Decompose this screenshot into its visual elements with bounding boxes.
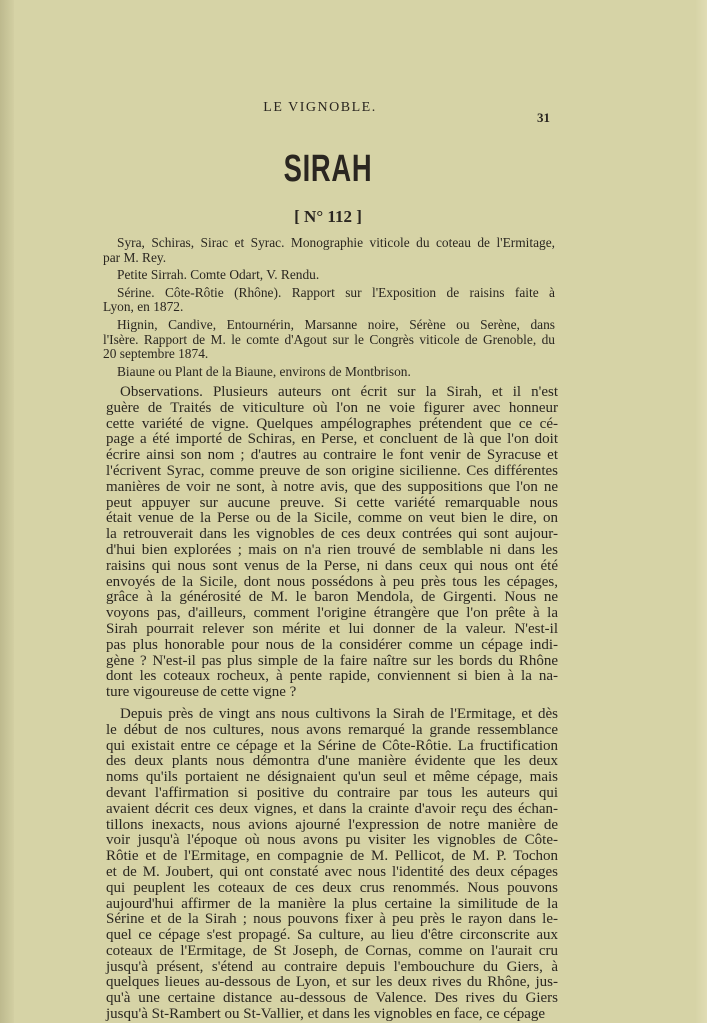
body-text	[106, 385, 558, 1023]
text-line: écrire ainsi son nom ; d'autres au contraire le font venir de Syracuse et	[106, 447, 558, 464]
synonym-line: Biaune ou Plant de la Biaune, environs de Montbrison.	[117, 363, 411, 379]
text-line: Observations. Plusieurs auteurs ont écrit sur la Sirah, et il n'est	[120, 384, 558, 400]
text-line: pas plus honorable pour nous de la considérer comme un cépage indi-	[106, 636, 558, 653]
text-line: Depuis près de vingt ans nous cultivons la Sirah de l'Ermitage, et dès	[120, 705, 558, 722]
text-line: avaient décrit ces deux vignes, et dans la crainte d'avoir reçu des échan-	[106, 800, 558, 817]
page-right-edge	[695, 0, 707, 1023]
text-line: cette variété de vigne. Quelques ampélographes prétendent que ce cé-	[106, 415, 558, 432]
synonym-line: par M. Rey.	[103, 249, 167, 265]
synonym-line: 20 septembre 1874.	[103, 346, 209, 362]
text-line: Sérine et de la Sirah ; nous pouvons fixer à peu près le rayon dans le-	[106, 911, 558, 928]
text-line: quelques lieues au-dessous de Lyon, et sur les deux rives du Rhône, jus-	[106, 974, 558, 991]
synonym-line: Syra, Schiras, Sirac et Syrac. Monographie viticole du coteau de l'Ermitage,	[117, 235, 555, 250]
text-line: noms qu'ils portaient ne désignaient qu'un seul et même cépage, mais	[106, 769, 558, 786]
text-line: dont les coteaux rocheux, à pente rapide, conviennent si bien à la na-	[106, 668, 558, 685]
text-line: quel ce cépage s'est propagé. Sa culture, au lieu d'être circonscrite aux	[106, 927, 558, 944]
text-line: voir jusqu'à l'époque où nous avons pu visiter les vignobles de Côte-	[106, 832, 558, 849]
text-line: l'écrivent Syrac, comme preuve de son origine sicilienne. Ces différentes	[106, 462, 558, 479]
text-line: peut appuyer sur aucune preuve. Si cette variété remarquable nous	[106, 494, 558, 511]
text-line: qui existait entre ce cépage et la Sérine de Côte-Rôtie. La fructification	[106, 737, 558, 754]
text-line: des deux plants nous démontra d'une manière évidente que les deux	[106, 753, 558, 770]
text-line: voyons pas, d'ailleurs, comment l'origine étrangère que l'on prête à la	[106, 605, 558, 622]
text-line: ture vigoureuse de cette vigne ?	[106, 684, 297, 701]
text-line: qui peuplent les coteaux de ces deux crus renommés. Nous pouvons	[106, 879, 558, 896]
synonym-line: Sérine. Côte-Rôtie (Rhône). Rapport sur l'Exposition de raisins faite à	[117, 284, 555, 300]
text-line: d'hui bien explorées ; mais on n'a rien trouvé de semblable ni dans les	[106, 541, 558, 558]
synonym-line: l'Isère. Rapport de M. le comte d'Agout sur le Congrès viticole de Grenoble, du	[103, 331, 555, 347]
synonym-line: Petite Sirrah. Comte Odart, V. Rendu.	[117, 267, 320, 283]
text-line: jusqu'à présent, s'étend au contraire depuis l'embouchure du Giers, à	[106, 958, 558, 975]
text-line: envoyés de la Sicile, dont nous possédons à peu près tous les cépages,	[106, 573, 558, 590]
text-line: la retrouverait dans les vignobles de ces deux contrées qui sont aujour-	[106, 526, 558, 543]
synonyms-block	[103, 236, 555, 379]
text-line: tillons inexacts, nous avions ajourné l'expression de notre manière de	[106, 816, 558, 833]
text-line: aujourd'hui affirmer de la manière la plus certaine la similitude de la	[106, 895, 558, 912]
text-line: grâce à la générosité de M. le baron Mendola, de Girgenti. Nous ne	[106, 589, 558, 606]
paragraph-history	[106, 707, 558, 1023]
page-number: 31	[537, 110, 550, 125]
synonym-line: Lyon, en 1872.	[103, 299, 184, 315]
running-header: LE VIGNOBLE.	[263, 100, 377, 115]
text-line: et de M. Joubert, qui ont constaté avec nous l'identité des deux cépages	[106, 863, 558, 880]
synonym-line: Hignin, Candive, Entournérin, Marsanne noire, Sérène ou Serène, dans	[117, 316, 555, 332]
text-line: page a été importé de Schiras, en Perse, et concluent de là que l'on doit	[106, 431, 558, 448]
text-line: coteaux de l'Ermitage, de St Joseph, de Cornas, comme on l'aurait cru	[106, 942, 558, 959]
text-line: Sirah pourrait relever son mérite et lui donner de la valeur. N'est-il	[106, 620, 558, 637]
text-line: le début de nos cultures, nous avons remarqué la grande ressemblance	[106, 721, 558, 738]
text-line: devant l'affirmation si positive du contraire par tous les auteurs qui	[106, 784, 558, 801]
text-line: Rôtie et de l'Ermitage, en compagnie de M. Pellicot, de M. P. Tochon	[106, 848, 558, 865]
text-line: manières de voir ne sont, à notre avis, que des suppositions que l'on ne	[106, 478, 558, 495]
text-line: raisins qui nous sont venus de la Perse, ni dans ceux qui nous ont été	[106, 557, 558, 574]
entry-number: [ N° 112 ]	[294, 207, 362, 226]
book-gutter-edge	[0, 0, 14, 1023]
text-line: qu'à une certaine distance au-dessous de Valence. Des rives du Giers	[106, 990, 558, 1007]
text-line: jusqu'à St-Rambert ou St-Vallier, et dans les vignobles en face, ce cépage	[106, 1006, 546, 1023]
text-line: gène ? N'est-il pas plus simple de la faire naître sur les bords du Rhône	[106, 652, 558, 669]
entry-title: SIRAH	[283, 148, 373, 190]
text-line: était venue de la Perse ou de la Sicile, comme on veut bien le dire, on	[106, 510, 558, 527]
paragraph-observations	[106, 385, 558, 701]
text-line: guère de Traités de viticulture où l'on ne voie figurer avec honneur	[106, 399, 558, 416]
